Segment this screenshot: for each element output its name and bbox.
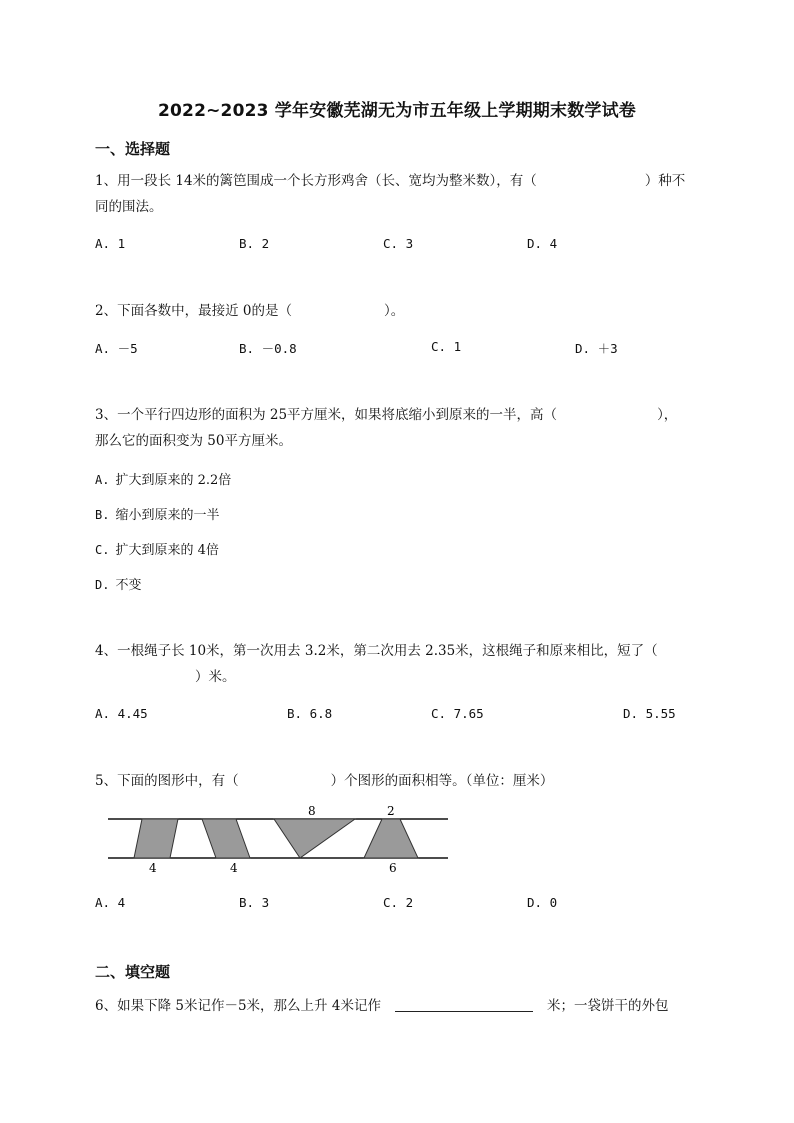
q1-option-d[interactable]: D. 4 xyxy=(527,236,558,251)
trapezoid-bottom-label: 6 xyxy=(389,861,397,875)
q2-option-a[interactable]: A. －5 xyxy=(95,341,138,356)
question-2-text-b: ）。 xyxy=(383,303,405,319)
option-label: D. xyxy=(95,578,110,592)
option-text: 扩大到原来的 4倍 xyxy=(115,543,219,558)
q2-option-c[interactable]: C. 1 xyxy=(431,339,462,354)
triangle xyxy=(274,819,355,858)
question-5-text-b: ）个图形的面积相等。（单位：厘米） xyxy=(330,773,554,789)
q1-option-c[interactable]: C. 3 xyxy=(383,236,414,251)
answer-underline[interactable] xyxy=(395,997,533,1012)
question-3-text-a: 3、一个平行四边形的面积为 25平方厘米，如果将底缩小到原来的一半，高（ xyxy=(95,407,558,423)
q3-option-a[interactable] xyxy=(95,469,231,488)
q2-option-d[interactable]: D. ＋3 xyxy=(575,341,618,356)
q4-option-d[interactable]: D. 5.55 xyxy=(623,706,676,721)
question-3 xyxy=(95,402,677,454)
parallelogram-1 xyxy=(134,819,178,858)
parallelogram-1-base-label: 4 xyxy=(149,861,157,875)
q1-option-a[interactable]: A. 1 xyxy=(95,236,126,251)
section-fill-heading: 二、填空题 xyxy=(95,963,171,981)
trapezoid xyxy=(364,819,418,858)
q5-option-d[interactable]: D. 0 xyxy=(527,895,558,910)
q3-option-c[interactable] xyxy=(95,539,219,558)
parallelogram-2 xyxy=(202,819,250,858)
q4-option-a[interactable]: A. 4.45 xyxy=(95,706,148,721)
option-label: B. xyxy=(95,508,110,522)
question-2 xyxy=(95,298,404,324)
question-5-text-a: 5、下面的图形中，有（ xyxy=(95,773,239,789)
question-4-text-a: 4、一根绳子长 10米，第一次用去 3.2米，第二次用去 2.35米，这根绳子和原来相比，短了（ xyxy=(95,643,658,659)
q5-option-a[interactable]: A. 4 xyxy=(95,895,126,910)
question-3-text-c: 那么它的面积变为 50平方厘米。 xyxy=(95,433,292,449)
question-1-text-b: ）种不 xyxy=(644,173,686,189)
q5-option-b[interactable]: B. 3 xyxy=(239,895,270,910)
question-6-text-b: 米；一袋饼干的外包 xyxy=(546,998,669,1014)
question-4-text-b: ）米。 xyxy=(195,669,236,685)
question-6 xyxy=(95,993,668,1019)
question-2-text-a: 2、下面各数中，最接近 0的是（ xyxy=(95,303,292,319)
section-choice-heading: 一、选择题 xyxy=(95,140,171,158)
option-text: 扩大到原来的 2.2倍 xyxy=(115,473,232,488)
question-6-text-a: 6、如果下降 5米记作－5米，那么上升 4米记作 xyxy=(95,998,381,1014)
q4-option-b[interactable]: B. 6.8 xyxy=(287,706,333,721)
option-label: C. xyxy=(95,543,110,557)
option-text: 缩小到原来的一半 xyxy=(115,508,220,523)
q2-option-b[interactable]: B. －0.8 xyxy=(239,341,297,356)
question-5 xyxy=(95,768,553,794)
q1-option-b[interactable]: B. 2 xyxy=(239,236,270,251)
parallelogram-2-base-label: 4 xyxy=(230,861,238,875)
q3-option-b[interactable] xyxy=(95,504,219,523)
shapes-figure xyxy=(100,800,460,880)
question-1 xyxy=(95,168,685,220)
q3-option-d[interactable] xyxy=(95,574,141,593)
question-1-text-a: 1、用一段长 14米的篱笆围成一个长方形鸡舍（长、宽均为整米数），有（ xyxy=(95,173,537,189)
question-1-text-c: 同的围法。 xyxy=(95,199,163,215)
q4-option-c[interactable]: C. 7.65 xyxy=(431,706,484,721)
page-title: 2022~2023 学年安徽芜湖无为市五年级上学期期末数学试卷 xyxy=(158,101,636,121)
trapezoid-top-label: 2 xyxy=(387,804,395,818)
q5-option-c[interactable]: C. 2 xyxy=(383,895,414,910)
triangle-base-label: 8 xyxy=(308,804,316,818)
question-3-text-b: ）， xyxy=(657,407,678,423)
question-4 xyxy=(95,638,658,690)
option-text: 不变 xyxy=(115,578,142,593)
option-label: A. xyxy=(95,473,110,487)
